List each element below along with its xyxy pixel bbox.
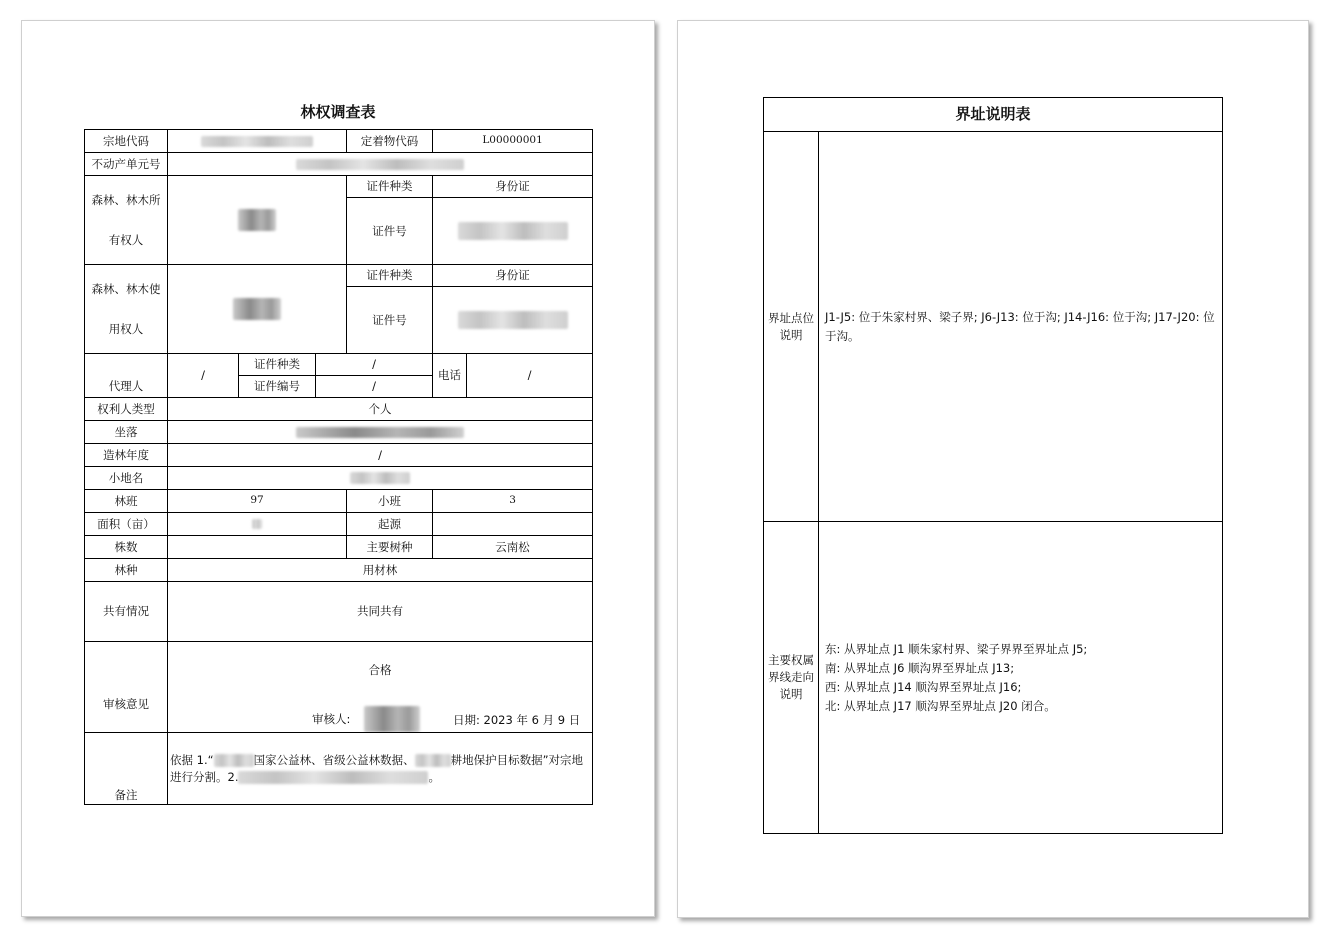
boundary-point-label: 界址点位说明 — [764, 132, 819, 522]
forest-class-label: 林班 — [85, 490, 168, 513]
auditor-signature — [364, 706, 420, 732]
owner-cert-type-value: 身份证 — [433, 176, 593, 198]
parcel-code-value — [168, 130, 347, 153]
document-page-1 — [21, 20, 655, 917]
owner-cert-no-label: 证件号 — [347, 198, 433, 265]
boundary-point-text: J1-J5: 位于朱家村界、梁子界; J6-J13: 位于沟; J14-J16: 位于沟; J17-J20: 位于沟。 — [819, 132, 1223, 522]
main-species-value: 云南松 — [433, 536, 593, 559]
phone-label: 电话 — [433, 354, 467, 398]
audit-label: 审核意见 — [85, 642, 168, 733]
area-label: 面积（亩） — [85, 513, 168, 536]
estate-unit-value — [168, 153, 593, 176]
boundary-line-text — [819, 522, 1223, 834]
location-value — [168, 421, 593, 444]
location-label: 坐落 — [85, 421, 168, 444]
auditor-label: 审核人: — [312, 712, 351, 726]
user-cert-no-label: 证件号 — [347, 287, 433, 354]
forest-type-value: 用材林 — [168, 559, 593, 582]
user-name — [168, 265, 347, 354]
forest-type-label: 林种 — [85, 559, 168, 582]
agent-value: / — [168, 354, 239, 398]
agent-label: 代理人 — [85, 354, 168, 398]
audit-opinion — [168, 642, 593, 733]
forest-class-value: 97 — [168, 490, 347, 513]
user-cert-type-label: 证件种类 — [347, 265, 433, 287]
tree-count-value — [168, 536, 347, 559]
fixture-code-label: 定着物代码 — [347, 130, 433, 153]
line-south: 南: 从界址点 J6 顺沟界至界址点 J13; — [825, 660, 1015, 675]
afforestation-year-value: / — [168, 444, 593, 467]
phone-value: / — [467, 354, 593, 398]
survey-title: 林权调查表 — [300, 103, 376, 121]
owner-cert-type-label: 证件种类 — [347, 176, 433, 198]
boundary-line-label: 主要权属界线走向说明 — [764, 522, 819, 834]
place-name-label: 小地名 — [85, 467, 168, 490]
fixture-code-value: L00000001 — [433, 130, 593, 153]
boundary-description-table — [763, 97, 1223, 834]
parcel-code-label: 宗地代码 — [85, 130, 168, 153]
origin-value — [433, 513, 593, 536]
user-cert-no-value — [433, 287, 593, 354]
line-east: 东: 从界址点 J1 顺朱家村界、梁子界界至界址点 J5; — [825, 641, 1088, 656]
afforestation-year-label: 造林年度 — [85, 444, 168, 467]
line-west: 西: 从界址点 J14 顺沟界至界址点 J16; — [825, 679, 1022, 694]
agent-cert-no-label: 证件编号 — [239, 376, 316, 398]
user-label: 森林、林木使 用权人 — [85, 265, 168, 354]
line-north: 北: 从界址点 J17 顺沟界至界址点 J20 闭合。 — [825, 698, 1056, 713]
agent-cert-no-value: / — [316, 376, 433, 398]
user-cert-type-value: 身份证 — [433, 265, 593, 287]
forest-right-survey-table — [84, 129, 593, 805]
remark-value: 依据 1.“ 国家公益林、省级公益林数据、 耕地保护目标数据”对宗地进行分割。2. 。 — [168, 733, 593, 805]
audit-date: 日期: 2023 年 6 月 9 日 — [453, 713, 581, 727]
owner-label: 森林、林木所 有权人 — [85, 176, 168, 265]
remark-label: 备注 — [85, 733, 168, 805]
agent-cert-type-label: 证件种类 — [239, 354, 316, 376]
estate-unit-label: 不动产单元号 — [85, 153, 168, 176]
sharing-value: 共同共有 — [168, 582, 593, 642]
owner-cert-no-value — [433, 198, 593, 265]
sharing-label: 共有情况 — [85, 582, 168, 642]
agent-cert-type-value: / — [316, 354, 433, 376]
origin-label: 起源 — [347, 513, 433, 536]
holder-type-value: 个人 — [168, 398, 593, 421]
place-name-value — [168, 467, 593, 490]
audit-result: 合格 — [368, 663, 392, 677]
area-value — [168, 513, 347, 536]
document-page-2 — [677, 20, 1309, 918]
sub-compartment-value: 3 — [433, 490, 593, 513]
main-species-label: 主要树种 — [347, 536, 433, 559]
owner-name — [168, 176, 347, 265]
sub-compartment-label: 小班 — [347, 490, 433, 513]
boundary-title: 界址说明表 — [764, 98, 1223, 132]
holder-type-label: 权利人类型 — [85, 398, 168, 421]
tree-count-label: 株数 — [85, 536, 168, 559]
